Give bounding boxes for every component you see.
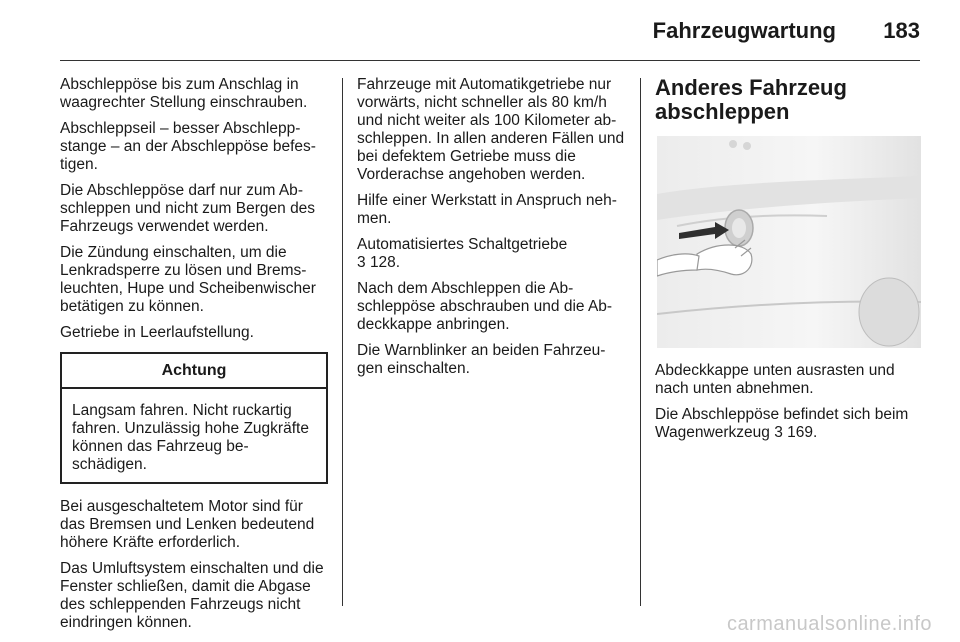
page-ref-icon: 3 xyxy=(774,424,783,441)
paragraph: Abschleppöse bis zum Anschlag in waagrechter Stellung einschrauben. xyxy=(60,76,308,111)
cross-reference xyxy=(357,236,625,272)
paragraph: Abdeckkappe unten ausrasten und nach unten abnehmen. xyxy=(655,362,895,397)
column-left xyxy=(60,76,328,640)
warning-title: Achtung xyxy=(62,354,326,389)
reference-page: 128. xyxy=(369,254,401,271)
paragraph: Bei ausgeschaltetem Motor sind für das Bremsen und Lenken bedeutend höhere Kräfte erforderlich. xyxy=(60,498,315,551)
paragraph: Das Umluftsystem einschalten und die Fenster schließen, damit die Abgase des schleppenden Fahrzeugs nicht eindringen können. xyxy=(60,560,324,631)
paragraph: Fahrzeuge mit Automatikgetriebe nur vorwärts, nicht schneller als 80 km/h und nicht weiter als 100 Kilometer abschleppen. In allen anderen Fällen und bei defektem Getriebe muss die Vorderachse angehoben werden. xyxy=(357,76,625,183)
column-right xyxy=(655,76,923,450)
watermark: carmanualsonline.info xyxy=(726,613,932,635)
paragraph: Die Abschleppöse darf nur zum Abschleppen und nicht zum Bergen des Fahrzeugs verwendet werden. xyxy=(60,182,316,235)
paragraph xyxy=(655,406,923,442)
paragraph: Die Warnblinker an beiden Fahrzeugen einschalten. xyxy=(357,342,606,377)
page-number: 183 xyxy=(883,18,920,43)
paragraph-text: Die Abschleppöse befindet sich beim Wagenwerkzeug xyxy=(655,406,909,441)
section-heading: Fahrzeugwartung xyxy=(652,18,836,43)
paragraph: Hilfe einer Werkstatt in Anspruch nehmen. xyxy=(357,192,617,227)
column-divider xyxy=(640,78,641,606)
paragraph: Abschleppseil – besser Abschleppstange – an der Abschleppöse befestigen. xyxy=(60,120,316,173)
page-ref-icon: 3 xyxy=(357,254,366,271)
tow-eye-cover-illustration xyxy=(657,136,921,348)
paragraph: Getriebe in Leerlaufstellung. xyxy=(60,324,254,341)
section-title: Anderes Fahrzeug abschleppen xyxy=(655,75,847,124)
column-divider xyxy=(342,78,343,606)
reference-page: 169. xyxy=(787,424,818,441)
header-divider xyxy=(60,60,920,61)
paragraph: Nach dem Abschleppen die Abschleppöse abschrauben und die Abdeckkappe anbringen. xyxy=(357,280,613,333)
warning-box xyxy=(60,352,328,484)
paragraph: Die Zündung einschalten, um die Lenkradsperre zu lösen und Bremsleuchten, Hupe und Scheibenwischer betätigen zu können. xyxy=(60,244,316,315)
column-middle xyxy=(357,76,625,386)
warning-text: Langsam fahren. Nicht ruckartig fahren. Unzulässig hohe Zugkräfte können das Fahrzeug beschädigen. xyxy=(72,402,309,473)
reference-label: Automatisiertes Schaltgetriebe xyxy=(357,236,568,253)
